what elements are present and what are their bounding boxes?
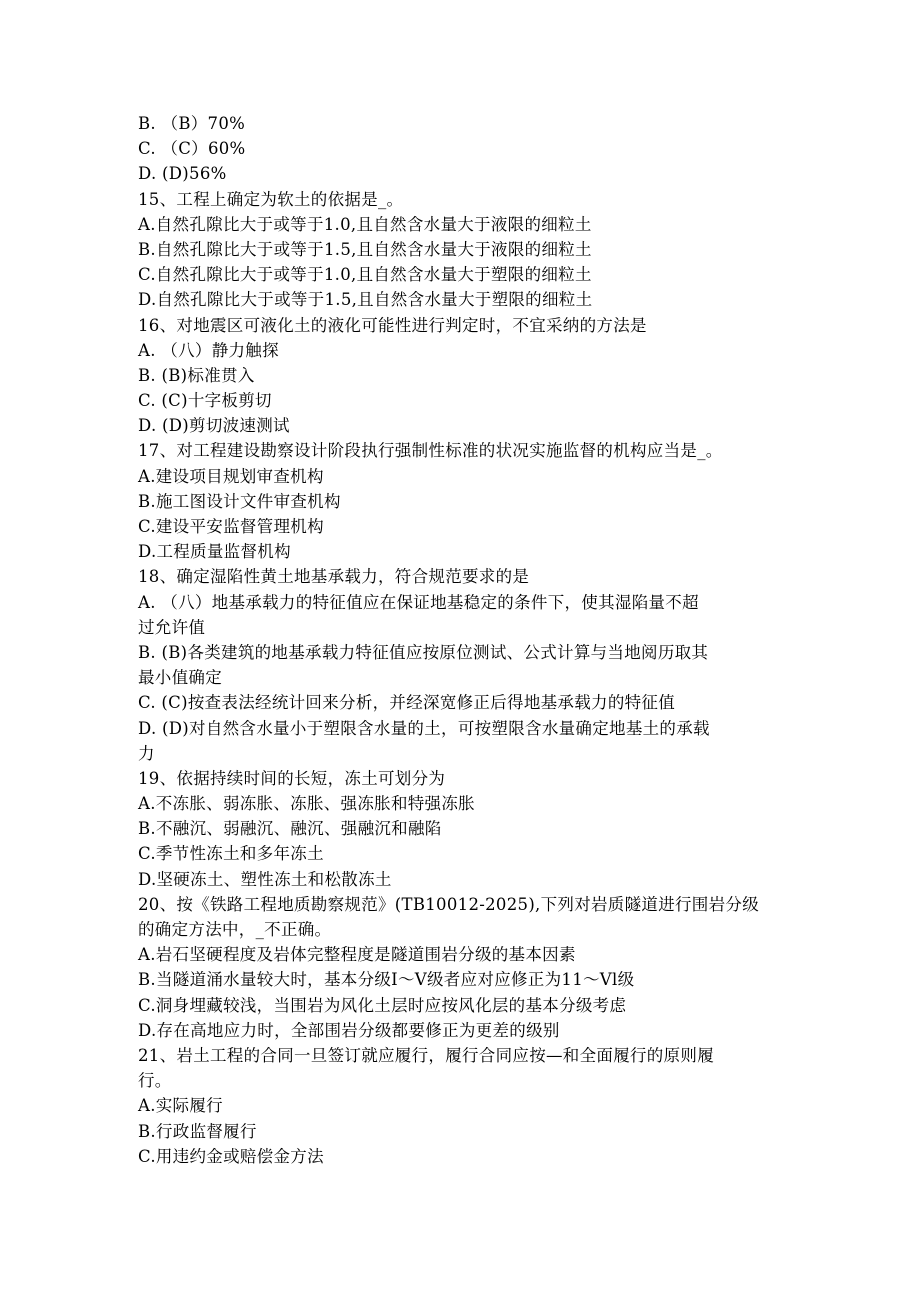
option-line: C. (C)十字板剪切 — [138, 391, 272, 411]
option-line: B. (B)标准贯入 — [138, 365, 255, 385]
option-line: D.存在高地应力时，全部围岩分级都要修正为更差的级别 — [138, 1020, 560, 1040]
option-line: C.建设平安监督管理机构 — [138, 517, 324, 536]
document-body — [138, 111, 798, 1169]
option-line: 力 — [138, 743, 155, 763]
question-line: 15、工程上确定为软土的依据是_。 — [138, 189, 404, 209]
option-line: B.不融沉、弱融沉、融沉、强融沉和融陷 — [138, 819, 442, 839]
option-line: A. （八）地基承载力的特征值应在保证地基稳定的条件下，使其湿陷量不超 — [138, 592, 699, 612]
option-line: D. (D)对自然含水量小于塑限含水量的土，可按塑限含水量确定地基土的承载 — [138, 718, 710, 738]
option-line: A.岩石坚硬程度及岩体完整程度是隧道围岩分级的基本因素 — [138, 945, 576, 965]
option-line: D.工程质量监督机构 — [138, 542, 291, 562]
option-line: C.洞身埋藏较浅，当围岩为风化土层时应按风化层的基本分级考虑 — [138, 995, 627, 1015]
option-line: B. (B)各类建筑的地基承载力特征值应按原位测试、公式计算与当地阅历取其 — [138, 642, 709, 662]
option-line: C.季节性冻土和多年冻土 — [138, 844, 324, 864]
question-line: 18、确定湿陷性黄土地基承载力，符合规范要求的是 — [138, 567, 530, 587]
option-line: C.自然孔隙比大于或等于1.0,且自然含水量大于塑限的细粒土 — [138, 265, 592, 285]
option-line: A.实际履行 — [138, 1096, 223, 1116]
question-line: 的确定方法中，_不正确。 — [138, 920, 332, 939]
option-line: D. (D)剪切波速测试 — [138, 416, 290, 436]
question-line: 19、依据持续时间的长短，冻土可划分为 — [138, 768, 446, 788]
option-line: B.当隧道涌水量较大时，基本分级I～V级者应对应修正为11～Vl级 — [138, 970, 635, 990]
option-line: C. (C)按查表法经统计回来分析，并经深宽修正后得地基承载力的特征值 — [138, 693, 676, 713]
option-line: 过允许值 — [138, 617, 206, 637]
option-line: B.自然孔隙比大于或等于1.5,且自然含水量大于液限的细粒土 — [138, 239, 592, 259]
option-line: D.自然孔隙比大于或等于1.5,且自然含水量大于塑限的细粒土 — [138, 290, 593, 310]
option-line: B. （B）70% — [138, 114, 246, 133]
question-line: 20、按《铁路工程地质勘察规范》(TB10012-2025),下列对岩质隧道进行围岩分级 — [138, 894, 760, 914]
question-line: 17、对工程建设勘察设计阶段执行强制性标准的状况实施监督的机构应当是_。 — [138, 441, 723, 461]
option-line: C.用违约金或赔偿金方法 — [138, 1146, 324, 1166]
option-line: B.行政监督履行 — [138, 1121, 257, 1141]
option-line: 最小值确定 — [138, 668, 222, 688]
option-line: D. (D)56% — [138, 164, 227, 184]
option-line: A. （八）静力触探 — [138, 340, 279, 360]
option-line: A.自然孔隙比大于或等于1.0,且自然含水量大于液限的细粒土 — [138, 214, 592, 234]
option-line: C. （C）60% — [138, 139, 246, 159]
question-line: 行。 — [138, 1071, 172, 1091]
option-line: B.施工图设计文件审查机构 — [138, 491, 341, 511]
option-line: A.不冻胀、弱冻胀、冻胀、强冻胀和特强冻胀 — [138, 794, 475, 814]
option-line: D.坚硬冻土、塑性冻土和松散冻土 — [138, 869, 392, 889]
option-line: A.建设项目规划审查机构 — [138, 466, 324, 486]
question-line: 21、岩土工程的合同一旦签订就应履行，履行合同应按—和全面履行的原则履 — [138, 1045, 714, 1065]
question-line: 16、对地震区可液化土的液化可能性进行判定时，不宜采纳的方法是 — [138, 315, 647, 335]
